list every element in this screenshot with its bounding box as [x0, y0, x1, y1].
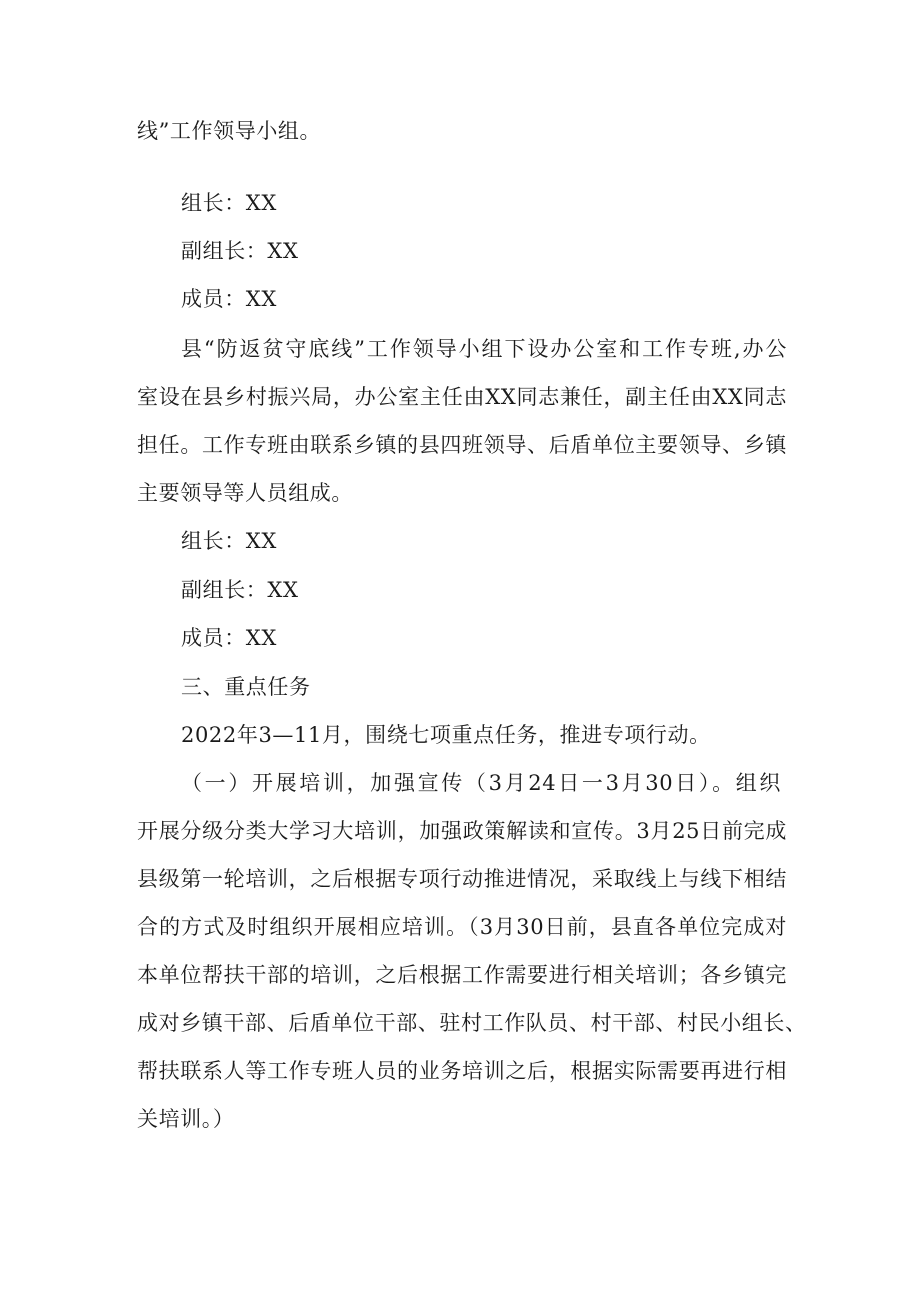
paragraph-office-line-1: 县“防返贫守底线”工作领导小组下设办公室和工作专班,办公 [181, 337, 787, 361]
section-heading-key-tasks: 三、重点任务 [181, 675, 311, 699]
text-line-timeline: 2022年3—11月，围绕七项重点任务，推进专项行动。 [181, 723, 711, 747]
paragraph-training-line-7: 帮扶联系人等工作专班人员的业务培训之后，根据实际需要再进行相 [137, 1059, 787, 1083]
paragraph-training-line-5: 本单位帮扶干部的培训，之后根据工作需要进行相关培训；各乡镇完 [137, 963, 787, 987]
paragraph-training-line-4: 合的方式及时组织开展相应培训。（3月30日前，县直各单位完成对 [137, 915, 787, 939]
paragraph-training-line-3: 县级第一轮培训，之后根据专项行动推进情况，采取线上与线下相结 [137, 867, 787, 891]
paragraph-training-line-8: 关培训。） [137, 1107, 235, 1131]
paragraph-office-line-2: 室设在县乡村振兴局，办公室主任由XX同志兼任，副主任由XX同志 [137, 385, 787, 409]
paragraph-training-line-6: 成对乡镇干部、后盾单位干部、驻村工作队员、村干部、村民小组长、 [137, 1011, 807, 1035]
text-line-members: 成员：XX [181, 287, 277, 311]
text-line-deputy-leader: 副组长：XX [181, 239, 299, 263]
text-line-members-2: 成员：XX [181, 626, 277, 650]
paragraph-training-line-1: （一）开展培训，加强宣传（3月24日一3月30日）。组织 [181, 771, 781, 795]
paragraph-training-line-2: 开展分级分类大学习大培训，加强政策解读和宣传。3月25日前完成 [137, 819, 787, 843]
text-line-leader: 组长：XX [181, 191, 277, 215]
text-line-deputy-leader-2: 副组长：XX [181, 578, 299, 602]
paragraph-office-line-4: 主要领导等人员组成。 [137, 481, 353, 505]
text-line-continuation: 线”工作领导小组。 [137, 119, 322, 143]
text-line-leader-2: 组长：XX [181, 529, 277, 553]
paragraph-office-line-3: 担任。工作专班由联系乡镇的县四班领导、后盾单位主要领导、乡镇 [137, 433, 787, 457]
